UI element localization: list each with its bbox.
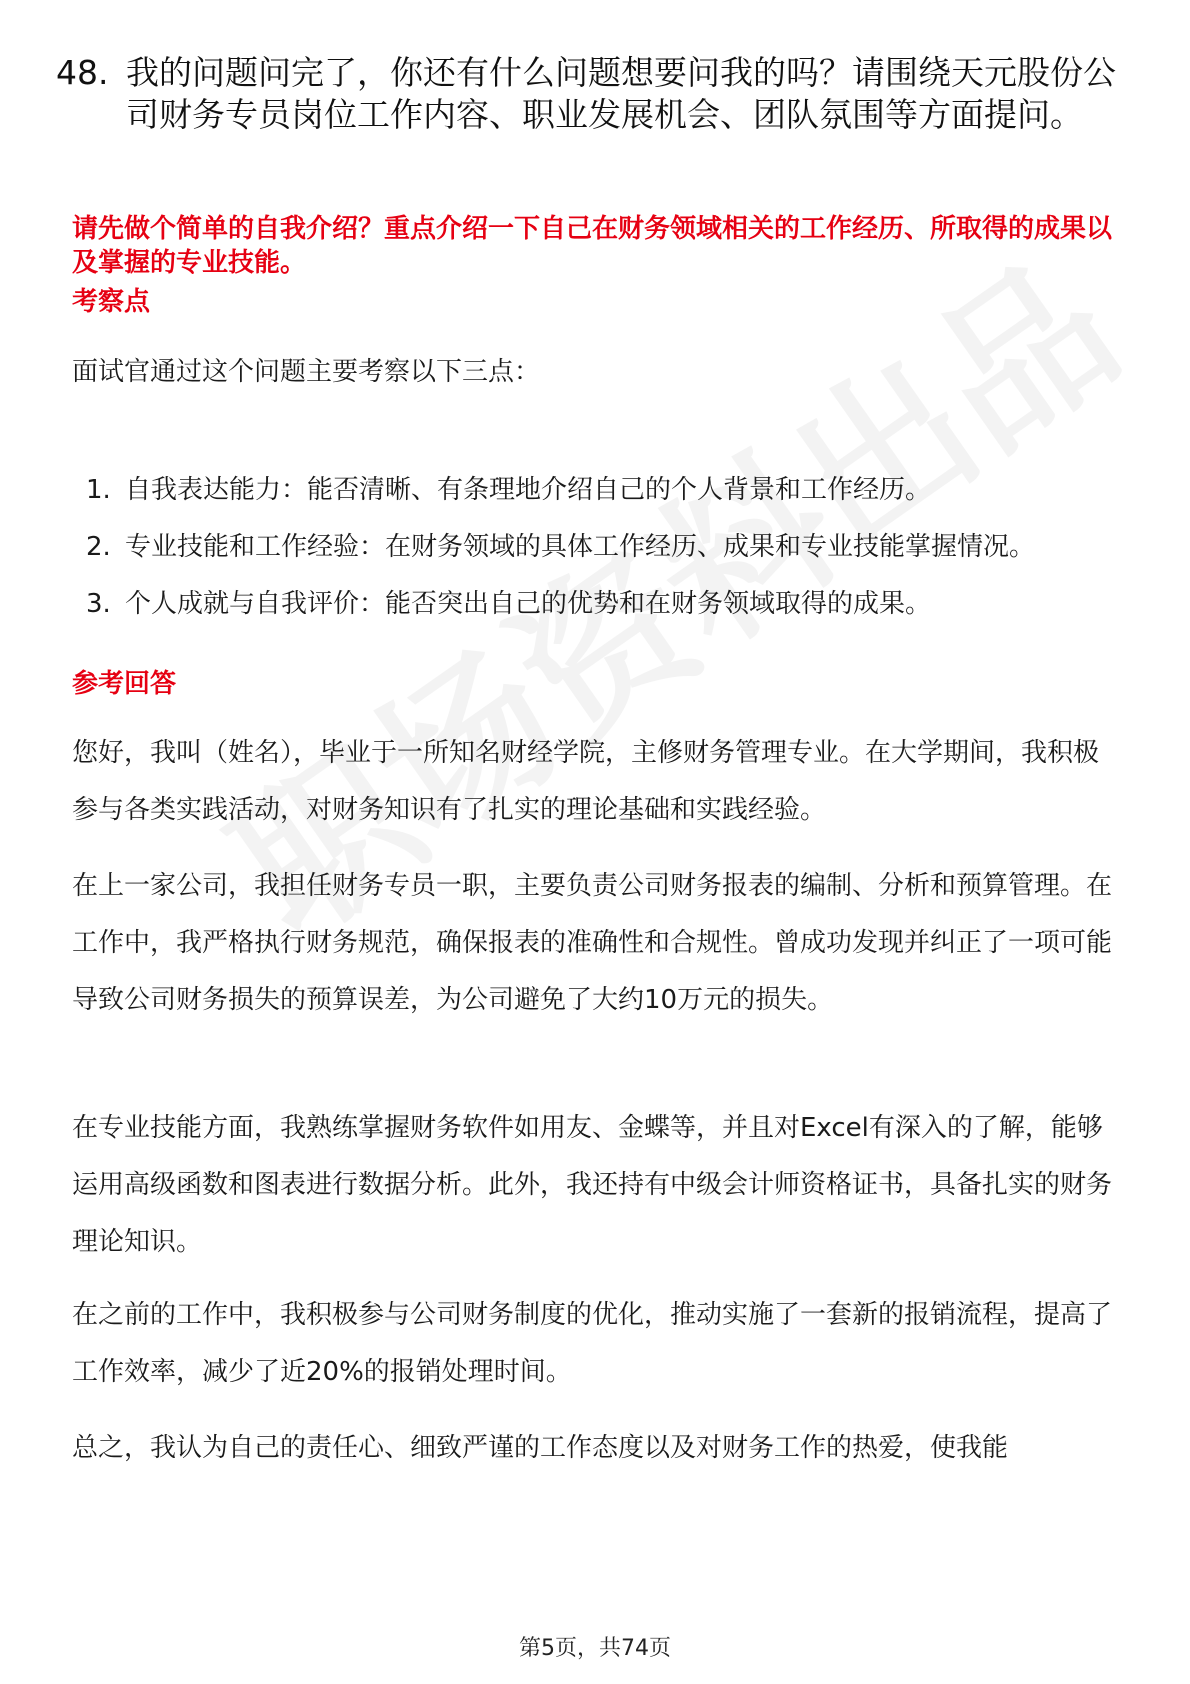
answer-paragraph-3: 在专业技能方面，我熟练掌握财务软件如用友、金蝶等，并且对Excel有深入的了解，能够运用高级函数和图表进行数据分析。此外，我还持有中级会计师资格证书，具备扎实的财务理论知识。 — [72, 1113, 1113, 1257]
list-item — [72, 576, 1122, 633]
list-item-number: 2. — [86, 532, 111, 562]
interview-prompt: 请先做个简单的自我介绍？重点介绍一下自己在财务领域相关的工作经历、所取得的成果以及掌握的专业技能。 — [72, 214, 1113, 278]
answer-paragraph-5: 总之，我认为自己的责任心、细致严谨的工作态度以及对财务工作的热爱，使我能 — [72, 1433, 1009, 1463]
list-item-number: 3. — [86, 589, 111, 619]
question-text: 我的问题问完了，你还有什么问题想要问我的吗？请围绕天元股份公司财务专员岗位工作内容、职业发展机会、团队氛围等方面提问。 — [126, 53, 1116, 134]
assessment-list — [72, 462, 1122, 633]
answer-heading: 参考回答 — [72, 669, 177, 699]
list-item-number: 1. — [86, 475, 111, 505]
assessment-intro: 面试官通过这个问题主要考察以下三点： — [72, 357, 541, 387]
answer-paragraph-2: 在上一家公司，我担任财务专员一职，主要负责公司财务报表的编制、分析和预算管理。在工作中，我严格执行财务规范，确保报表的准确性和合规性。曾成功发现并纠正了一项可能导致公司财务损失的预算误差，为公司避免了大约10万元的损失。 — [72, 871, 1113, 1015]
question-title — [56, 52, 1116, 136]
list-item — [72, 462, 1122, 519]
answer-paragraph-4: 在之前的工作中，我积极参与公司财务制度的优化，推动实施了一套新的报销流程，提高了工作效率，减少了近20%的报销处理时间。 — [72, 1300, 1113, 1387]
answer-paragraph-1: 您好，我叫（姓名），毕业于一所知名财经学院，主修财务管理专业。在大学期间，我积极参与各类实践活动，对财务知识有了扎实的理论基础和实践经验。 — [72, 738, 1100, 825]
list-item-text: 专业技能和工作经验：在财务领域的具体工作经历、成果和专业技能掌握情况。 — [125, 532, 1036, 562]
assessment-heading: 考察点 — [72, 287, 151, 317]
list-item — [72, 519, 1122, 576]
list-item-text: 个人成就与自我评价：能否突出自己的优势和在财务领域取得的成果。 — [125, 589, 932, 619]
page-footer: 第5页，共74页 — [519, 1636, 671, 1661]
list-item-text: 自我表达能力：能否清晰、有条理地介绍自己的个人背景和工作经历。 — [125, 475, 932, 505]
question-number: 48. — [56, 53, 109, 92]
